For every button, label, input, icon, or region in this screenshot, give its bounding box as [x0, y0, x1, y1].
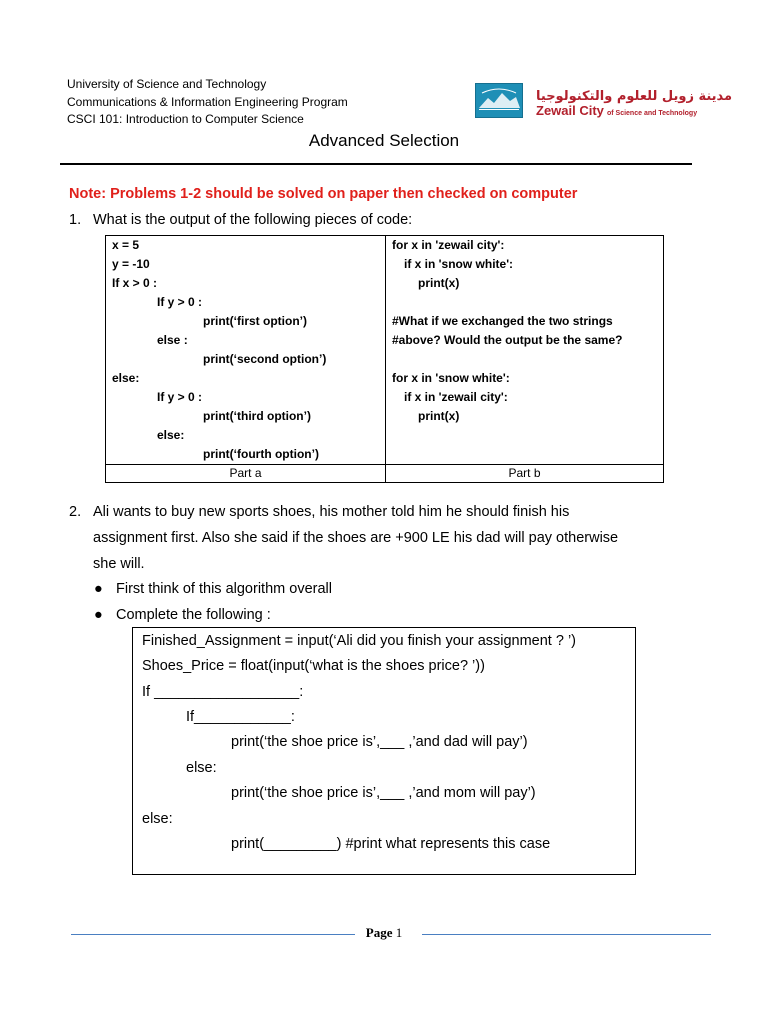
list-item	[94, 602, 332, 628]
code-line: else:	[112, 371, 140, 385]
question-1-text: What is the output of the following pieces of code:	[93, 212, 413, 228]
question-2	[69, 499, 699, 577]
question-1-number: 1.	[69, 212, 82, 228]
code-line: x = 5	[112, 238, 140, 252]
fill-code-line: else:	[186, 760, 217, 776]
fill-code-line: else:	[142, 811, 173, 827]
header-info	[67, 76, 348, 129]
code-line: if x in 'snow white':	[404, 257, 514, 271]
page-label: Page	[365, 925, 393, 940]
bullet-text: Complete the following :	[116, 607, 271, 623]
code-line: print(‘fourth option’)	[203, 447, 319, 461]
fill-code-line: print(‘the shoe price is’,___ ,’and dad will pay’)	[231, 734, 528, 750]
part-a-label: Part a	[106, 465, 386, 483]
logo-wordmark	[536, 90, 732, 121]
code-comment: #above? Would the output be the same?	[392, 333, 623, 347]
question-2-text-line: she will.	[93, 556, 145, 572]
part-b-cell	[386, 236, 664, 465]
question-2-text-line: assignment first. Also she said if the shoes are +900 LE his dad will pay otherwise	[93, 530, 619, 546]
logo-name: Zewail City	[536, 103, 604, 118]
code-line: print(x)	[418, 409, 460, 423]
program-name: Communications & Information Engineering Program	[67, 94, 348, 109]
bullet-icon: ●	[94, 581, 103, 597]
code-line: If y > 0 :	[157, 295, 203, 309]
bullet-text: First think of this algorithm overall	[116, 581, 332, 597]
code-line: y = -10	[112, 257, 150, 271]
page-number-value: 1	[395, 925, 403, 940]
logo-tagline: of Science and Technology	[606, 110, 698, 117]
code-line: for x in 'zewail city':	[392, 238, 505, 252]
question-1	[69, 207, 412, 233]
page-number	[0, 925, 768, 941]
note-text: Note: Problems 1-2 should be solved on paper then checked on computer	[69, 186, 578, 202]
fill-code-line: Finished_Assignment = input(‘Ali did you finish your assignment ? ’)	[142, 633, 577, 649]
code-line: else :	[157, 333, 188, 347]
code-table	[105, 235, 664, 483]
question-2-text-line: Ali wants to buy new sports shoes, his mother told him he should finish his	[93, 504, 570, 520]
fill-code-line: If____________:	[186, 709, 295, 725]
fill-in-code-box	[132, 627, 636, 875]
code-line: for x in 'snow white':	[392, 371, 510, 385]
code-line: print(‘second option’)	[203, 352, 327, 366]
bullet-icon: ●	[94, 607, 103, 623]
part-a-cell	[106, 236, 386, 465]
code-line: print(‘first option’)	[203, 314, 307, 328]
fill-code-line: Shoes_Price = float(input(‘what is the shoes price? ’))	[142, 658, 485, 674]
zewail-city-logo-icon	[475, 83, 523, 118]
code-line: If x > 0 :	[112, 276, 158, 290]
university-name: University of Science and Technology	[67, 77, 267, 91]
part-b-label: Part b	[386, 465, 664, 483]
code-comment: #What if we exchanged the two strings	[392, 314, 613, 328]
code-line: If y > 0 :	[157, 390, 203, 404]
title-divider	[60, 163, 692, 165]
question-2-number: 2.	[69, 504, 82, 520]
logo-arabic-text: مدينة زويل للعلوم والتكنولوجيا	[536, 89, 733, 104]
code-line: else:	[157, 428, 185, 442]
course-name: CSCI 101: Introduction to Computer Science	[67, 112, 304, 126]
code-line: if x in 'zewail city':	[404, 390, 508, 404]
bullet-list	[94, 576, 332, 628]
fill-code-line: If __________________:	[142, 684, 304, 700]
code-line: print(x)	[418, 276, 460, 290]
fill-code-line: print(_________) #print what represents this case	[231, 836, 551, 852]
list-item	[94, 576, 332, 602]
fill-code-line: print(‘the shoe price is’,___ ,’and mom will pay’)	[231, 785, 536, 801]
page-title: Advanced Selection	[308, 131, 460, 150]
code-line: print(‘third option’)	[203, 409, 311, 423]
